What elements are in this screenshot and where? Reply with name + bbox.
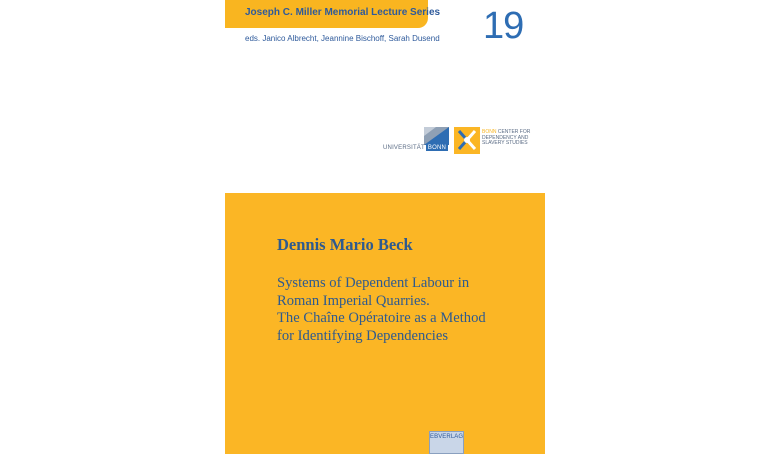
university-bonn-label: BONN [427,145,447,151]
bcdss-center-name: CENTER FOR DEPENDENCY AND SLAVERY STUDIES [482,129,531,146]
book-cover [225,0,545,454]
book-title [277,275,486,345]
title-panel [225,193,545,454]
series-tab [225,0,441,28]
volume-number: 19 [483,5,524,47]
university-logo-icon [424,127,449,145]
university-bonn-logo [383,127,453,153]
bcdss-emblem-icon [454,127,480,154]
author-name: Dennis Mario Beck [277,235,413,254]
book-title-line: for Identifying Dependencies [277,327,449,344]
bcdss-logo [454,127,544,155]
book-title-line: Systems of Dependent Labour in [277,275,470,291]
university-prefix: UNIVERSITÄT [383,145,425,151]
university-logo-text [383,145,448,151]
publisher-logo: EBVERLAG [429,431,464,454]
bcdss-logo-text [482,130,542,147]
series-name: Joseph C. Miller Memorial Lecture Series [245,7,441,18]
book-title-line: The Chaîne Opératoire as a Method [277,310,486,326]
editors-line: eds. Janico Albrecht, Jeannine Bischoff, Sarah Dusend [245,34,440,43]
book-title-line: Roman Imperial Quarries. [277,292,430,309]
bcdss-bonn-word: BONN [482,129,497,135]
